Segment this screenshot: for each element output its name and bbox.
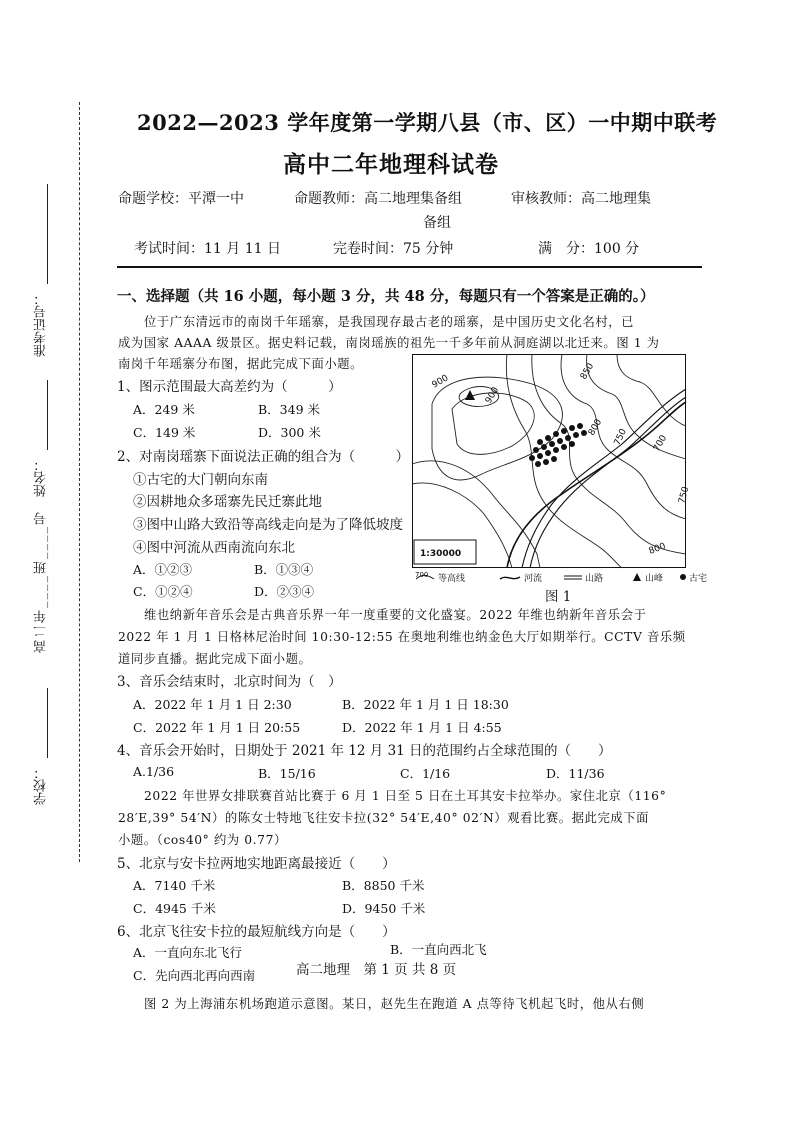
side-id-label: 准考证号： [34, 292, 49, 357]
q2-option-d[interactable]: D．②③④ [254, 584, 315, 599]
q6-option-a[interactable]: A．一直向东北飞行 [133, 945, 243, 960]
q6-stem: 6、北京飞往安卡拉的最短航线方向是（ ） [117, 924, 396, 940]
q2-option-c[interactable]: C．①②④ [133, 584, 193, 599]
q4-option-d[interactable]: D．11/36 [546, 766, 605, 781]
q2-statement-4: ④图中河流从西南流向东北 [133, 540, 295, 556]
contour-label-800-b: 800 [647, 541, 668, 557]
q3-stem: 3、音乐会结束时，北京时间为（ ） [117, 674, 342, 690]
paper-title: 高中二年地理科试卷 [283, 151, 499, 178]
q2-statement-3: ③图中山路大致沿等高线走向是为了降低坡度 [133, 517, 403, 533]
legend-house: 古宅 [689, 574, 708, 584]
passage3-line1: 2022 年世界女排联赛首站比赛于 6 月 1 日至 5 日在土耳其安卡拉举办。家住北京（116° [144, 789, 667, 803]
q3-option-c[interactable]: C．2022 年 1 月 1 日 20:55 [133, 720, 301, 735]
q2-stem: 2、对南岗瑶寨下面说法正确的组合为（ ） [117, 449, 410, 465]
contour-label-850: 850 [578, 361, 597, 382]
q2-option-b[interactable]: B．①③④ [254, 562, 314, 577]
meta-exam-time: 考试时间：11 月 11 日 [134, 241, 281, 257]
header-rule [117, 266, 702, 268]
meta-teacher: 命题教师：高二地理集备组 [294, 191, 462, 207]
legend-house-icon [680, 574, 686, 580]
q4-option-b[interactable]: B．15/16 [258, 766, 316, 781]
meta-score: 满 分：100 分 [538, 241, 640, 257]
q5-option-b[interactable]: B．8850 千米 [342, 878, 425, 893]
legend-peak: 山峰 [645, 574, 664, 584]
page-footer: 高二地理 第 1 页 共 8 页 [296, 962, 457, 978]
side-line-school [47, 688, 48, 758]
q5-stem: 5、北京与安卡拉两地实地距离最接近（ ） [117, 856, 396, 872]
passage3-line3: 小题。（cos40° 约为 0.77） [118, 833, 287, 847]
passage2-line2: 2022 年 1 月 1 日格林尼治时间 10:30-12:55 在奥地利维也纳金色大厅如期举行。CCTV 音乐频 [118, 630, 686, 644]
figure1-caption: 图 1 [545, 589, 572, 605]
passage4-line1: 图 2 为上海浦东机场跑道示意图。某日，赵先生在跑道 A 点等待飞机起飞时，他从右侧 [144, 997, 645, 1011]
legend-road: 山路 [585, 574, 604, 584]
q6-option-b[interactable]: B．一直向西北飞 [390, 942, 487, 957]
q5-option-d[interactable]: D．9450 千米 [342, 901, 426, 916]
side-line-id [47, 184, 48, 284]
passage3-line2: 28′E,39° 54′N）的陈女士特地飞往安卡拉(32° 54′E,40° 02′N）观看比赛。据此完成下面 [118, 811, 650, 825]
q3-option-d[interactable]: D．2022 年 1 月 1 日 4:55 [342, 720, 502, 735]
binding-dashed-line [79, 102, 80, 862]
contour-label-750-b: 750 [677, 485, 692, 505]
q1-option-a[interactable]: A．249 米 [133, 402, 195, 417]
meta-reviewer-cont: 备组 [423, 215, 451, 231]
q5-option-a[interactable]: A．7140 千米 [133, 878, 216, 893]
legend-river: 河流 [524, 574, 543, 584]
meta-reviewer: 审核教师：高二地理集 [511, 191, 651, 207]
map-legend [412, 568, 712, 586]
q1-option-c[interactable]: C．149 米 [133, 425, 196, 440]
q3-option-a[interactable]: A．2022 年 1 月 1 日 2:30 [133, 697, 292, 712]
q2-statement-2: ②因耕地众多瑶寨先民迁寨此地 [133, 494, 322, 510]
contour-label-900-a: 900 [430, 373, 451, 391]
passage1-line2: 成为国家 AAAA 级景区。据史料记载，南岗瑶族的祖先一千多年前从洞庭湖以北迁来。图 1 为 [118, 336, 660, 350]
side-school-label: 学校： [34, 766, 49, 805]
meta-school: 命题学校：平潭一中 [118, 191, 244, 207]
q1-option-b[interactable]: B．349 米 [258, 402, 321, 417]
exam-title: 2022—2023 学年度第一学期八县（市、区）一中期中联考 [137, 110, 718, 135]
q5-option-c[interactable]: C．4945 千米 [133, 901, 216, 916]
contour-label-900-b: 900 [483, 385, 502, 406]
q2-statement-1: ①古宅的大门朝向东南 [133, 472, 268, 488]
section-heading: 一、选择题（共 16 小题，每小题 3 分，共 48 分，每题只有一个答案是正确的。） [117, 288, 655, 305]
side-name-label: 姓名： [34, 458, 49, 497]
q4-option-a[interactable]: A.1/36 [133, 764, 175, 779]
q1-option-d[interactable]: D．300 米 [258, 425, 321, 440]
q4-option-c[interactable]: C．1/16 [400, 766, 451, 781]
side-line-name [47, 380, 48, 450]
contour-label-800-a: 800 [586, 417, 605, 438]
q2-option-a[interactable]: A．①②③ [133, 562, 193, 577]
side-class-label: 高二年____班____号 [34, 510, 49, 653]
passage1-line3: 南岗千年瑶寨分布图，据此完成下面小题。 [118, 357, 364, 371]
q4-stem: 4、音乐会开始时，日期处于 2021 年 12 月 31 日的范围约占全球范围的（ ） [117, 743, 612, 759]
q1-stem: 1、图示范围最大高差约为（ ） [117, 379, 342, 395]
q6-option-c[interactable]: C．先向西北再向西南 [133, 968, 256, 983]
passage1-line1: 位于广东清远市的南岗千年瑶寨，是我国现存最古老的瑶寨，是中国历史文化名村，已 [144, 315, 635, 329]
contour-label-750-a: 750 [612, 427, 629, 448]
passage2-line1: 维也纳新年音乐会是古典音乐界一年一度重要的文化盛宴。2022 年维也纳新年音乐会于 [144, 608, 647, 622]
contour-map [412, 354, 692, 568]
meta-duration: 完卷时间：75 分钟 [333, 241, 454, 257]
q3-option-b[interactable]: B．2022 年 1 月 1 日 18:30 [342, 697, 509, 712]
contour-label-700: 700 [651, 433, 670, 454]
legend-contour: 等高线 [438, 574, 466, 584]
legend-peak-icon [633, 573, 641, 581]
legend-contour-value: 700 [415, 571, 429, 579]
map-scale: 1:30000 [420, 549, 462, 559]
passage2-line3: 道同步直播。据此完成下面小题。 [118, 652, 312, 666]
